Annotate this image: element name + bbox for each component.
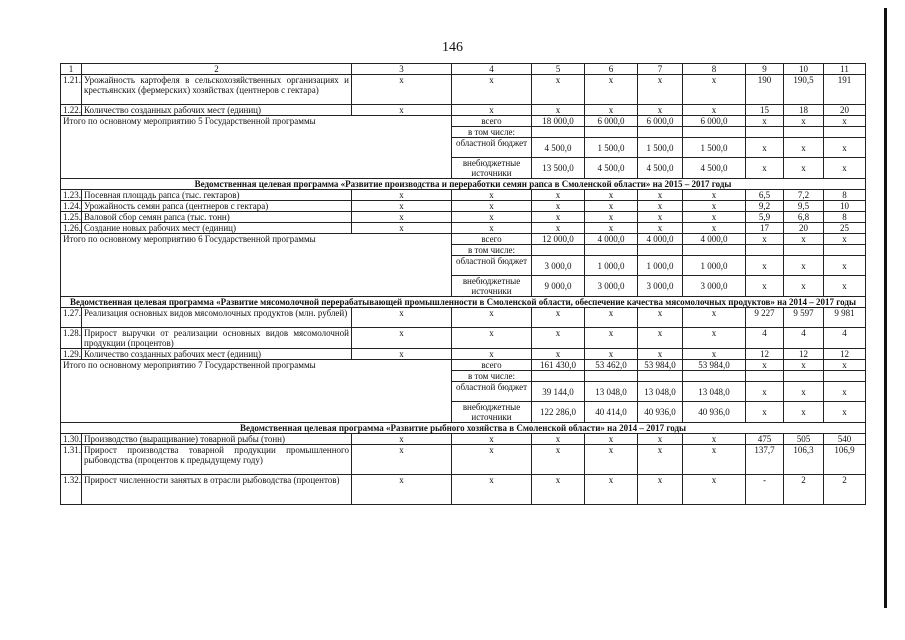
funding-value — [532, 127, 585, 138]
funding-value: 4 000,0 — [638, 234, 683, 245]
indicator-value: х — [585, 105, 638, 116]
funding-value: х — [746, 382, 784, 402]
indicator-value: х — [683, 105, 746, 116]
funding-value — [824, 127, 866, 138]
funding-value: 53 462,0 — [585, 360, 638, 371]
funding-value: 39 144,0 — [532, 382, 585, 402]
indicator-value: 12 — [746, 349, 784, 360]
column-number: 10 — [784, 64, 824, 75]
indicator-value: х — [683, 328, 746, 349]
indicator-value: х — [452, 349, 532, 360]
funding-value: 6 000,0 — [683, 116, 746, 127]
funding-value: х — [784, 360, 824, 371]
indicator-value: х — [532, 328, 585, 349]
indicator-value: 5,9 — [746, 212, 784, 223]
indicator-value: х — [532, 223, 585, 234]
indicator-name: Создание новых рабочих мест (единиц) — [82, 223, 352, 234]
indicator-value: х — [585, 328, 638, 349]
funding-source: областной бюджет — [452, 256, 532, 276]
funding-value: х — [784, 234, 824, 245]
funding-value: х — [746, 402, 784, 423]
row-number: 1.30. — [61, 434, 82, 445]
section-title: Ведомственная целевая программа «Развитие производства и переработки семян рапса в Смоленской области» на 2015 – 2017 годы — [61, 179, 866, 190]
indicator-row — [61, 475, 866, 505]
funding-value: х — [824, 116, 866, 127]
funding-value: х — [824, 402, 866, 423]
indicator-value: х — [352, 349, 452, 360]
indicator-value: х — [585, 201, 638, 212]
indicator-name: Посевная площадь рапса (тыс. гектаров) — [82, 190, 352, 201]
section-row — [61, 423, 866, 434]
indicator-value: - — [746, 475, 784, 505]
funding-value: 4 500,0 — [532, 138, 585, 158]
funding-value — [784, 371, 824, 382]
indicator-name: Реализация основных видов мясомолочных продуктов (млн. рублей) — [82, 308, 352, 328]
indicator-name: Прирост численности занятых в отрасли рыбоводства (процентов) — [82, 475, 352, 505]
indicator-value: х — [638, 445, 683, 475]
indicator-value: х — [352, 105, 452, 116]
row-number: 1.22. — [61, 105, 82, 116]
indicator-name: Урожайность семян рапса (центнеров с гектара) — [82, 201, 352, 212]
total-row — [61, 116, 866, 127]
row-number: 1.27. — [61, 308, 82, 328]
funding-value — [638, 127, 683, 138]
indicator-value: 9 597 — [784, 308, 824, 328]
indicator-value: х — [585, 212, 638, 223]
indicator-row — [61, 105, 866, 116]
funding-value: 3 000,0 — [585, 276, 638, 297]
column-number: 1 — [61, 64, 82, 75]
funding-value: х — [824, 256, 866, 276]
funding-value: х — [784, 402, 824, 423]
indicator-value: х — [585, 308, 638, 328]
funding-value — [638, 371, 683, 382]
indicator-value: 137,7 — [746, 445, 784, 475]
funding-value: 4 500,0 — [585, 158, 638, 179]
header-row — [61, 64, 866, 75]
funding-value: 13 500,0 — [532, 158, 585, 179]
funding-value: 9 000,0 — [532, 276, 585, 297]
indicator-value: 7,2 — [784, 190, 824, 201]
indicator-value: 9,2 — [746, 201, 784, 212]
funding-source: областной бюджет — [452, 138, 532, 158]
funding-value: 4 000,0 — [585, 234, 638, 245]
section-title: Ведомственная целевая программа «Развитие мясомолочной перерабатывающей промышленности в Смоленской области, обеспечение качества мясомолочных продуктов» на 2014 – 2017 годы — [61, 297, 866, 308]
page-number: 146 — [442, 40, 463, 55]
indicator-value: 12 — [784, 349, 824, 360]
funding-value: 40 936,0 — [638, 402, 683, 423]
funding-value: 4 500,0 — [683, 158, 746, 179]
funding-value: 1 000,0 — [683, 256, 746, 276]
indicator-value: 4 — [824, 328, 866, 349]
funding-value — [683, 245, 746, 256]
funding-value: 1 500,0 — [585, 138, 638, 158]
indicator-value: х — [532, 201, 585, 212]
indicator-row — [61, 445, 866, 475]
funding-value: х — [746, 256, 784, 276]
column-number: 4 — [452, 64, 532, 75]
row-number: 1.23. — [61, 190, 82, 201]
column-number: 11 — [824, 64, 866, 75]
indicator-value: х — [452, 328, 532, 349]
indicator-value: х — [452, 434, 532, 445]
indicator-value: х — [638, 475, 683, 505]
funding-value — [683, 127, 746, 138]
indicator-row — [61, 212, 866, 223]
indicator-name: Производство (выращивание) товарной рыбы (тонн) — [82, 434, 352, 445]
row-number: 1.28. — [61, 328, 82, 349]
indicator-value: х — [452, 223, 532, 234]
funding-value: х — [824, 138, 866, 158]
funding-value: 122 286,0 — [532, 402, 585, 423]
funding-value: 3 000,0 — [638, 276, 683, 297]
row-number: 1.25. — [61, 212, 82, 223]
indicator-value: х — [638, 328, 683, 349]
indicator-value: х — [683, 190, 746, 201]
indicator-value: х — [683, 212, 746, 223]
funding-value: 13 048,0 — [638, 382, 683, 402]
total-label: Итого по основному мероприятию 5 Государственной программы — [61, 116, 452, 179]
funding-value: 1 500,0 — [683, 138, 746, 158]
total-row — [61, 234, 866, 245]
indicator-row — [61, 190, 866, 201]
funding-value: х — [784, 116, 824, 127]
indicator-value: х — [532, 190, 585, 201]
funding-value: 161 430,0 — [532, 360, 585, 371]
indicator-name: Количество созданных рабочих мест (единиц) — [82, 349, 352, 360]
row-number: 1.29. — [61, 349, 82, 360]
indicator-value: х — [683, 434, 746, 445]
indicator-value: 8 — [824, 190, 866, 201]
indicator-value: х — [638, 201, 683, 212]
funding-source: внебюджетные источники — [452, 402, 532, 423]
funding-value — [638, 245, 683, 256]
funding-value: 1 000,0 — [638, 256, 683, 276]
indicator-value: 2 — [824, 475, 866, 505]
funding-source: в том числе: — [452, 245, 532, 256]
funding-value — [532, 245, 585, 256]
column-number: 8 — [683, 64, 746, 75]
indicator-value: х — [638, 308, 683, 328]
funding-value — [585, 127, 638, 138]
indicator-value: х — [532, 75, 585, 105]
indicator-value: х — [352, 223, 452, 234]
funding-value — [746, 371, 784, 382]
right-margin-bar — [884, 8, 887, 608]
indicator-value: 540 — [824, 434, 866, 445]
funding-value — [824, 371, 866, 382]
funding-value: 13 048,0 — [683, 382, 746, 402]
indicator-row — [61, 328, 866, 349]
indicator-value: х — [585, 475, 638, 505]
indicator-value: 9,5 — [784, 201, 824, 212]
column-number: 5 — [532, 64, 585, 75]
indicator-value: х — [585, 434, 638, 445]
indicator-value: 190 — [746, 75, 784, 105]
row-number: 1.21. — [61, 75, 82, 105]
indicator-value: 17 — [746, 223, 784, 234]
indicator-row — [61, 349, 866, 360]
indicator-value: х — [452, 475, 532, 505]
indicator-value: х — [683, 223, 746, 234]
indicator-row — [61, 75, 866, 105]
column-number: 6 — [585, 64, 638, 75]
total-row — [61, 360, 866, 371]
funding-value — [585, 371, 638, 382]
indicator-value: 4 — [784, 328, 824, 349]
funding-value: х — [784, 382, 824, 402]
indicator-value: х — [352, 75, 452, 105]
indicator-value: х — [532, 105, 585, 116]
funding-value: 3 000,0 — [532, 256, 585, 276]
indicator-name: Урожайность картофеля в сельскохозяйственных организациях и крестьянских (фермерских) хозяйствах (центнеров с гектара) — [82, 75, 352, 105]
indicator-value: 18 — [784, 105, 824, 116]
funding-value: 53 984,0 — [683, 360, 746, 371]
section-row — [61, 297, 866, 308]
indicator-row — [61, 223, 866, 234]
indicator-value: х — [452, 201, 532, 212]
indicator-value: х — [638, 75, 683, 105]
indicator-value: х — [683, 475, 746, 505]
funding-source: в том числе: — [452, 371, 532, 382]
indicator-value: х — [585, 445, 638, 475]
indicator-value: 106,3 — [784, 445, 824, 475]
funding-value: х — [784, 256, 824, 276]
row-number: 1.24. — [61, 201, 82, 212]
indicator-name: Валовой сбор семян рапса (тыс. тонн) — [82, 212, 352, 223]
funding-value — [683, 371, 746, 382]
indicator-value: х — [452, 105, 532, 116]
funding-value — [784, 127, 824, 138]
section-title: Ведомственная целевая программа «Развитие рыбного хозяйства в Смоленской области» на 2014 – 2017 годы — [61, 423, 866, 434]
funding-value: х — [746, 234, 784, 245]
indicator-value: х — [532, 445, 585, 475]
indicator-value: х — [452, 75, 532, 105]
indicator-value: х — [585, 223, 638, 234]
indicators-table — [60, 63, 866, 505]
indicator-value: х — [585, 190, 638, 201]
funding-value: 4 000,0 — [683, 234, 746, 245]
indicator-value: 106,9 — [824, 445, 866, 475]
indicator-value: х — [683, 75, 746, 105]
funding-source: в том числе: — [452, 127, 532, 138]
indicator-value: 20 — [824, 105, 866, 116]
funding-value: х — [746, 276, 784, 297]
indicator-value: 4 — [746, 328, 784, 349]
funding-value — [746, 127, 784, 138]
funding-value: 53 984,0 — [638, 360, 683, 371]
indicator-value: 8 — [824, 212, 866, 223]
funding-value: х — [824, 276, 866, 297]
indicator-value: х — [452, 212, 532, 223]
column-number: 2 — [82, 64, 352, 75]
indicator-value: х — [638, 223, 683, 234]
funding-value — [532, 371, 585, 382]
indicator-row — [61, 434, 866, 445]
funding-value: 3 000,0 — [683, 276, 746, 297]
funding-value — [746, 245, 784, 256]
funding-value: х — [824, 382, 866, 402]
row-number: 1.31. — [61, 445, 82, 475]
indicator-value: х — [352, 308, 452, 328]
funding-value: 40 414,0 — [585, 402, 638, 423]
indicator-value: х — [638, 105, 683, 116]
indicator-value: 10 — [824, 201, 866, 212]
indicator-value: х — [532, 308, 585, 328]
indicator-value: 25 — [824, 223, 866, 234]
column-number: 3 — [352, 64, 452, 75]
indicator-value: х — [532, 349, 585, 360]
funding-source: всего — [452, 116, 532, 127]
funding-value: х — [746, 158, 784, 179]
funding-value: 4 500,0 — [638, 158, 683, 179]
indicator-value: 190,5 — [784, 75, 824, 105]
indicator-value: 9 227 — [746, 308, 784, 328]
funding-value: х — [784, 276, 824, 297]
indicator-row — [61, 308, 866, 328]
total-label: Итого по основному мероприятию 6 Государственной программы — [61, 234, 452, 297]
indicator-value: х — [352, 201, 452, 212]
indicator-value: х — [532, 212, 585, 223]
indicator-value: х — [683, 308, 746, 328]
indicator-value: 6,5 — [746, 190, 784, 201]
indicator-value: 6,8 — [784, 212, 824, 223]
funding-source: всего — [452, 234, 532, 245]
funding-value: х — [746, 116, 784, 127]
indicator-value: х — [352, 445, 452, 475]
indicator-value: 2 — [784, 475, 824, 505]
indicator-value: х — [683, 201, 746, 212]
funding-value: 1 500,0 — [638, 138, 683, 158]
funding-value: 6 000,0 — [638, 116, 683, 127]
funding-value: х — [824, 234, 866, 245]
section-row — [61, 179, 866, 190]
indicator-value: 12 — [824, 349, 866, 360]
row-number: 1.26. — [61, 223, 82, 234]
indicator-value: х — [638, 434, 683, 445]
indicator-row — [61, 201, 866, 212]
funding-value: 40 936,0 — [683, 402, 746, 423]
funding-value: 1 000,0 — [585, 256, 638, 276]
funding-value: х — [746, 138, 784, 158]
indicator-value: х — [352, 328, 452, 349]
funding-value: х — [824, 360, 866, 371]
indicator-value: х — [532, 475, 585, 505]
indicator-value: х — [352, 212, 452, 223]
indicator-value: х — [452, 445, 532, 475]
funding-value: х — [784, 138, 824, 158]
total-label: Итого по основному мероприятию 7 Государственной программы — [61, 360, 452, 423]
row-number: 1.32. — [61, 475, 82, 505]
funding-source: внебюджетные источники — [452, 276, 532, 297]
funding-value — [824, 245, 866, 256]
column-number: 9 — [746, 64, 784, 75]
indicator-value: 20 — [784, 223, 824, 234]
indicator-value: 191 — [824, 75, 866, 105]
indicator-value: 505 — [784, 434, 824, 445]
funding-value: 12 000,0 — [532, 234, 585, 245]
funding-source: областной бюджет — [452, 382, 532, 402]
indicator-value: х — [352, 475, 452, 505]
funding-value: х — [784, 158, 824, 179]
funding-value: 13 048,0 — [585, 382, 638, 402]
indicator-value: 9 981 — [824, 308, 866, 328]
indicator-name: Количество созданных рабочих мест (единиц) — [82, 105, 352, 116]
indicator-value: х — [352, 190, 452, 201]
indicator-value: х — [638, 212, 683, 223]
indicator-value: х — [638, 190, 683, 201]
funding-value — [585, 245, 638, 256]
funding-value: х — [746, 360, 784, 371]
funding-value: 18 000,0 — [532, 116, 585, 127]
column-number: 7 — [638, 64, 683, 75]
indicator-value: х — [352, 434, 452, 445]
indicator-value: х — [532, 434, 585, 445]
indicator-name: Прирост выручки от реализации основных видов мясомолочной продукции (процентов) — [82, 328, 352, 349]
indicator-value: х — [452, 308, 532, 328]
indicator-value: 15 — [746, 105, 784, 116]
indicator-value: х — [638, 349, 683, 360]
funding-value: х — [824, 158, 866, 179]
funding-source: всего — [452, 360, 532, 371]
funding-value — [784, 245, 824, 256]
indicator-value: х — [585, 75, 638, 105]
funding-value: 6 000,0 — [585, 116, 638, 127]
indicator-value: х — [452, 190, 532, 201]
indicator-name: Прирост производства товарной продукции промышленного рыбоводства (процентов к предыдущему году) — [82, 445, 352, 475]
indicator-value: 475 — [746, 434, 784, 445]
indicator-value: х — [683, 349, 746, 360]
funding-source: внебюджетные источники — [452, 158, 532, 179]
indicator-value: х — [585, 349, 638, 360]
indicator-value: х — [683, 445, 746, 475]
